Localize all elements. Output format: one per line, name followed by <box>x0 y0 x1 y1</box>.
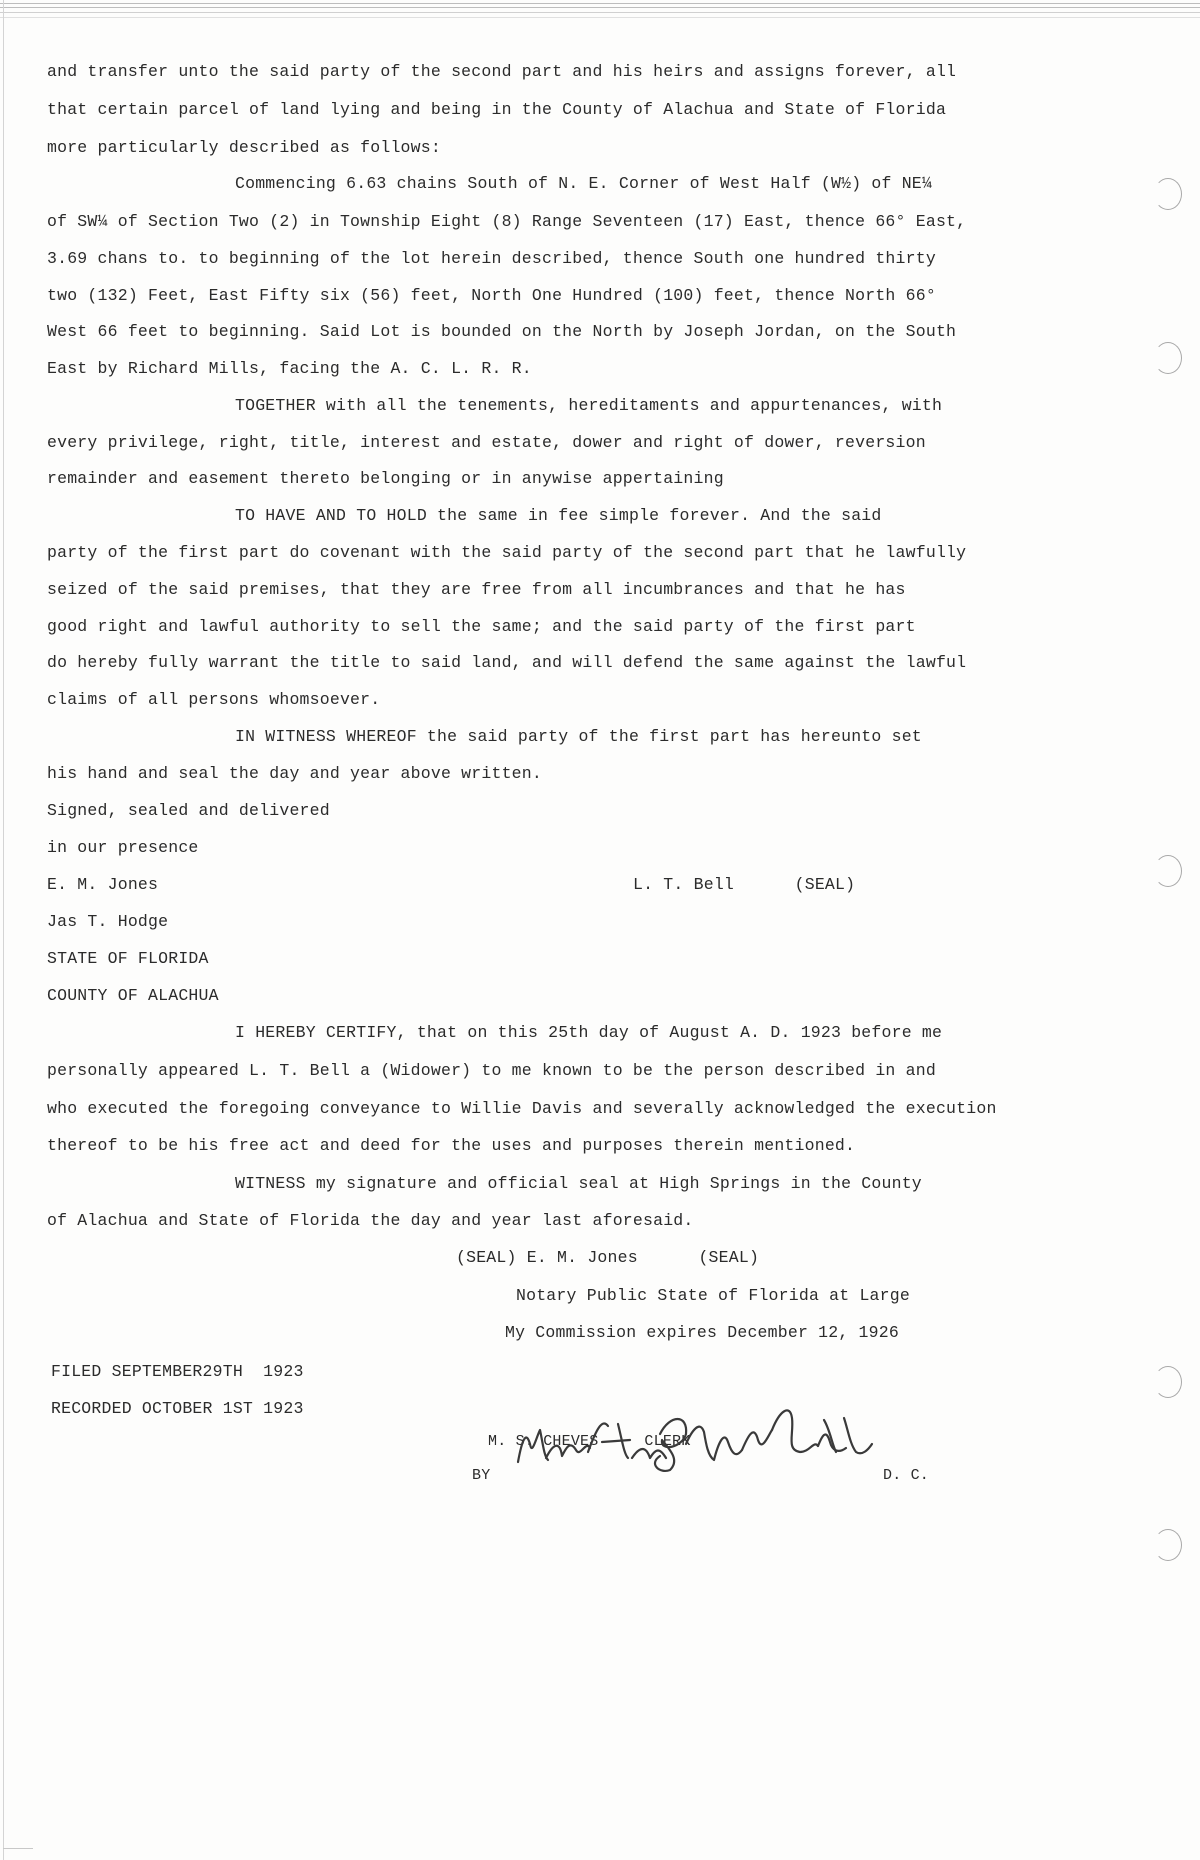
scan-corner-mark <box>3 1848 33 1849</box>
county-heading: COUNTY OF ALACHUA <box>47 986 219 1005</box>
witness-name: E. M. Jones <box>47 875 159 894</box>
text-line: in our presence <box>47 838 199 857</box>
witness-name: Jas T. Hodge <box>47 912 169 931</box>
text-line: two (132) Feet, East Fifty six (56) feet, North One Hundred (100) feet, thence North 66° <box>47 286 936 305</box>
deputy-clerk-label: D. C. <box>883 1467 930 1484</box>
text-line: WITNESS my signature and official seal at High Springs in the County <box>235 1174 922 1193</box>
text-line: and transfer unto the said party of the second part and his heirs and assigns forever, all <box>47 62 957 81</box>
text-line: West 66 feet to beginning. Said Lot is bounded on the North by Joseph Jordan, on the South <box>47 322 957 341</box>
state-heading: STATE OF FLORIDA <box>47 949 209 968</box>
text-line: more particularly described as follows: <box>47 138 441 157</box>
text-line: TOGETHER with all the tenements, hereditaments and appurtenances, with <box>235 396 943 415</box>
text-line: of SW¼ of Section Two (2) in Township Eight (8) Range Seventeen (17) East, thence 66° East, <box>47 212 967 231</box>
text-line: every privilege, right, title, interest and estate, dower and right of dower, reversion <box>47 433 926 452</box>
text-line: do hereby fully warrant the title to said land, and will defend the same against the lawful <box>47 653 967 672</box>
text-line: good right and lawful authority to sell the same; and the said party of the first part <box>47 617 916 636</box>
text-line: 3.69 chans to. to beginning of the lot herein described, thence South one hundred thirty <box>47 249 936 268</box>
text-line: I HEREBY CERTIFY, that on this 25th day of August A. D. 1923 before me <box>235 1023 943 1042</box>
clerk-name: M. S. CHEVES CLERK <box>488 1433 691 1450</box>
handwritten-signature <box>510 1400 880 1480</box>
text-line: of Alachua and State of Florida the day and year last aforesaid. <box>47 1211 694 1230</box>
text-line: claims of all persons whomsoever. <box>47 690 381 709</box>
grantor-signature-line: L. T. Bell (SEAL) <box>633 875 856 894</box>
text-line: TO HAVE AND TO HOLD the same in fee simple forever. And the said <box>235 506 882 525</box>
text-line: his hand and seal the day and year above written. <box>47 764 542 783</box>
text-line: party of the first part do covenant with the said party of the second part that he lawfully <box>47 543 967 562</box>
text-line: remainder and easement thereto belonging or in anywise appertaining <box>47 469 724 488</box>
by-label: BY <box>472 1467 491 1484</box>
commission-expiry: My Commission expires December 12, 1926 <box>505 1323 899 1342</box>
text-line: East by Richard Mills, facing the A. C. L. R. R. <box>47 359 532 378</box>
text-line: who executed the foregoing conveyance to Willie Davis and severally acknowledged the execution <box>47 1099 997 1118</box>
text-line: IN WITNESS WHEREOF the said party of the first part has hereunto set <box>235 727 922 746</box>
notary-title: Notary Public State of Florida at Large <box>516 1286 910 1305</box>
text-line: thereof to be his free act and deed for the uses and purposes therein mentioned. <box>47 1136 856 1155</box>
text-line: seized of the said premises, that they are free from all incumbrances and that he has <box>47 580 906 599</box>
filed-date: FILED SEPTEMBER29TH 1923 <box>51 1362 304 1381</box>
notary-seal-line: (SEAL) E. M. Jones (SEAL) <box>456 1248 760 1267</box>
text-line: Commencing 6.63 chains South of N. E. Corner of West Half (W½) of NE¼ <box>235 174 933 193</box>
text-line: that certain parcel of land lying and being in the County of Alachua and State of Florida <box>47 100 947 119</box>
text-line: Signed, sealed and delivered <box>47 801 330 820</box>
recorded-date: RECORDED OCTOBER 1ST 1923 <box>51 1399 304 1418</box>
text-line: personally appeared L. T. Bell a (Widower) to me known to be the person described in and <box>47 1061 936 1080</box>
